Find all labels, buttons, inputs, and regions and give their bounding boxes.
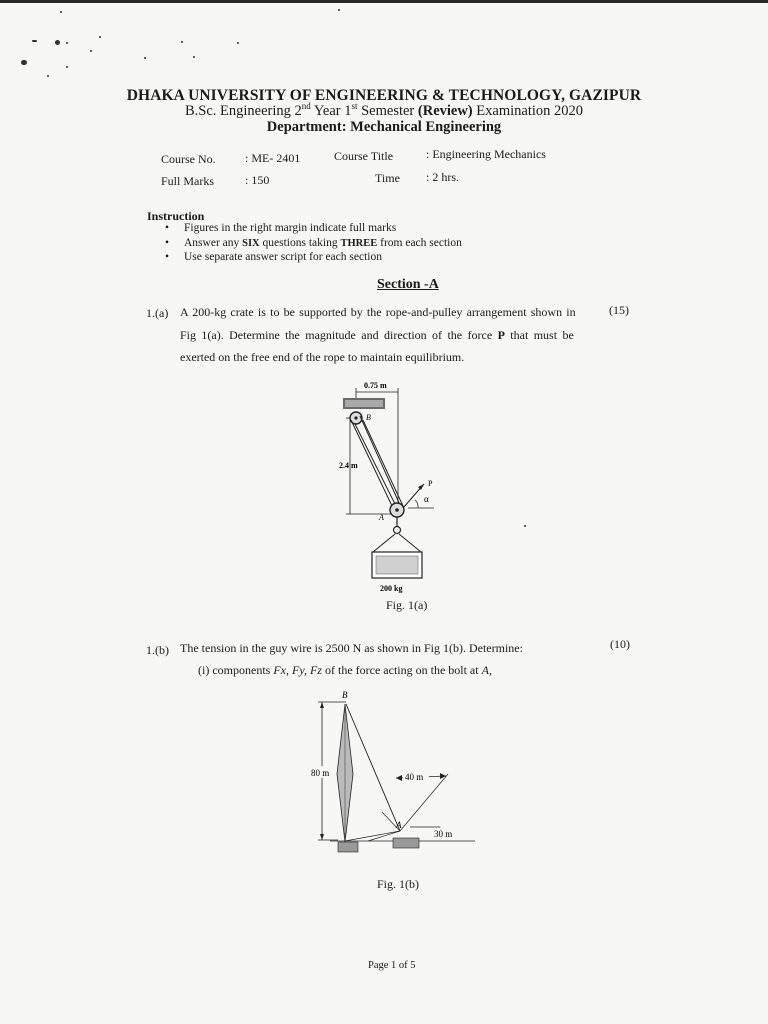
course-no-label: Course No. <box>161 152 216 166</box>
label-a: A <box>396 820 402 830</box>
q1b-text-line1: The tension in the guy wire is 2500 N as shown in Fig 1(b). Determine: <box>180 641 523 655</box>
guy-wire <box>346 704 400 831</box>
label-b: B <box>366 413 371 422</box>
q1b-number: 1.(b) <box>146 643 169 657</box>
label-b: B <box>342 690 348 700</box>
mast-base <box>338 842 358 852</box>
instruction-item: • Answer any SIX questions taking THREE from each section <box>165 236 462 251</box>
course-title-label: Course Title <box>334 149 394 163</box>
instruction-item: • Figures in the right margin indicate full marks <box>165 221 462 236</box>
full-marks-label: Full Marks <box>161 174 215 188</box>
time-value: : 2 hrs. <box>426 170 459 184</box>
q1a-text-line2: Fig 1(a). Determine the magnitude and direction of the force P that must be <box>180 328 574 342</box>
dim-40-label: 40 m <box>405 772 424 782</box>
figure-1a-caption: Fig. 1(a) <box>386 598 428 612</box>
figure-1b-guy-wire <box>300 686 480 876</box>
time-label: Time <box>375 171 400 185</box>
section-a-heading: Section -A <box>377 277 439 292</box>
full-marks-value: : 150 <box>245 173 270 187</box>
course-title-value: : Engineering Mechanics <box>426 147 546 161</box>
figure-1a-pulley <box>330 374 440 604</box>
q1b-marks: (10) <box>610 637 630 651</box>
university-name: DHAKA UNIVERSITY OF ENGINEERING & TECHNOLOGY, GAZIPUR <box>126 87 642 104</box>
dim-80-label: 80 m <box>311 768 330 778</box>
top-border-line <box>0 0 768 3</box>
course-no-value: : ME- 2401 <box>245 151 301 165</box>
q1a-text-line3: exerted on the free end of the rope to maintain equilibrium. <box>180 350 465 364</box>
q1a-number: 1.(a) <box>146 306 169 320</box>
label-alpha: α <box>424 494 429 504</box>
department-title: Department: Mechanical Engineering <box>266 119 502 135</box>
crate-mass-label: 200 kg <box>380 584 403 593</box>
exam-title: B.Sc. Engineering 2nd Year 1st Semester (Review) Examination 2020 <box>184 101 583 119</box>
instruction-item: • Use separate answer script for each section <box>165 250 462 265</box>
figure-1b-caption: Fig. 1(b) <box>377 877 419 891</box>
q1b-subpart-i: (i) components Fx, Fy, Fz of the force acting on the bolt at A, <box>198 663 492 677</box>
dim-30-label: 30 m <box>434 829 453 839</box>
q1a-marks: (15) <box>609 303 629 317</box>
label-p: P <box>428 479 433 488</box>
label-a: A <box>379 513 384 522</box>
instruction-heading: Instruction <box>147 209 205 223</box>
page-number: Page 1 of 5 <box>368 960 416 971</box>
instruction-list <box>165 221 462 265</box>
crate-cable <box>373 534 395 552</box>
dim-height-label: 2.4 m <box>339 461 358 470</box>
anchor-block <box>393 838 419 848</box>
q1a-text-line1: A 200-kg crate is to be supported by the rope-and-pulley arrangement shown in <box>180 305 576 319</box>
dim-width-label: 0.75 m <box>364 381 387 390</box>
